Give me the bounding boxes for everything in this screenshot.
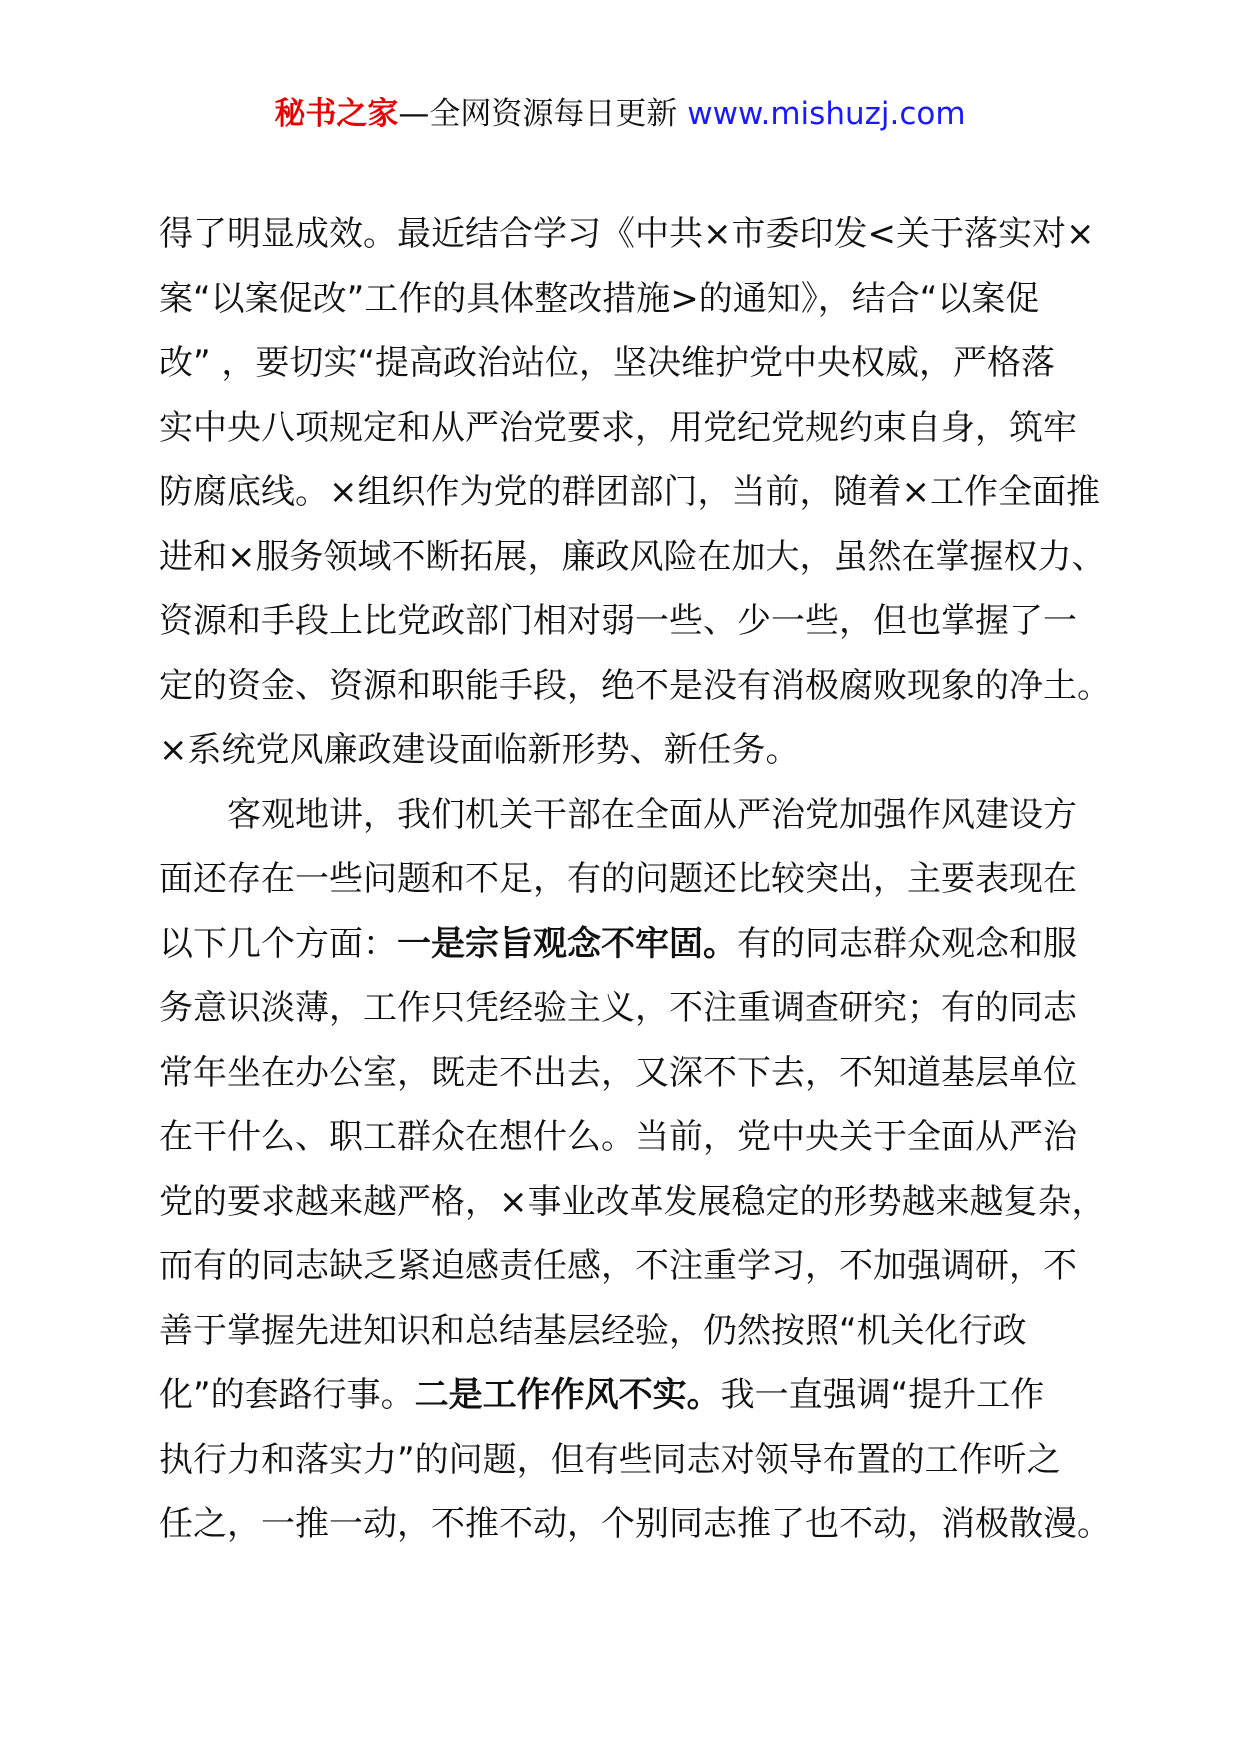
text-run: 得了明显成效。最近结合学习《中共×市委印发<关于落实对× <box>159 214 1095 254</box>
text-run: ×系统党风廉政建设面临新形势、新任务。 <box>159 730 800 770</box>
text-run: 执行力和落实力”的问题，但有些同志对领导布置的工作听之 <box>159 1439 1061 1480</box>
text-line <box>159 1299 1119 1364</box>
text-line <box>159 525 1119 590</box>
site-header <box>0 96 1240 133</box>
paragraph-first-line <box>159 783 1119 848</box>
text-line <box>159 718 1119 783</box>
text-line <box>159 1105 1119 1170</box>
text-run: 化”的套路行事。 <box>159 1375 415 1415</box>
text-line <box>159 589 1119 654</box>
text-line <box>159 847 1119 912</box>
text-run: 务意识淡薄，工作只凭经验主义，不注重调查研究；有的同志 <box>159 988 1077 1028</box>
text-run: 进和×服务领域不断拓展，廉政风险在加大，虽然在掌握权力、 <box>159 536 1106 577</box>
text-line <box>159 460 1119 525</box>
text-line <box>159 912 1119 977</box>
text-run: 定的资金、资源和职能手段，绝不是没有消极腐败现象的净土。 <box>159 665 1111 706</box>
text-line <box>159 1234 1119 1299</box>
text-run: 客观地讲，我们机关干部在全面从严治党加强作风建设方 <box>227 794 1077 835</box>
text-run: 善于掌握先进知识和总结基层经验，仍然按照“机关化行政 <box>159 1310 1027 1351</box>
text-line <box>159 654 1119 719</box>
text-line <box>159 1428 1119 1493</box>
bold-heading-run: 二是工作作风不实。 <box>414 1375 721 1415</box>
text-run: 在干什么、职工群众在想什么。当前，党中央关于全面从严治 <box>159 1117 1077 1157</box>
text-run: 案“以案促改”工作的具体整改措施>的通知》，结合“以案促 <box>159 278 1040 319</box>
text-line <box>159 396 1119 461</box>
text-run: 而有的同志缺乏紧迫感责任感，不注重学习，不加强调研，不 <box>159 1246 1077 1286</box>
text-line <box>159 267 1119 332</box>
text-run: 实中央八项规定和从严治党要求，用党纪党规约束自身，筑牢 <box>159 407 1077 448</box>
text-line <box>159 331 1119 396</box>
text-run: 有的同志群众观念和服 <box>737 923 1077 964</box>
site-url[interactable]: www.mishuzj.com <box>687 96 966 132</box>
text-run: 面还存在一些问题和不足，有的问题还比较突出，主要表现在 <box>159 859 1077 899</box>
text-run: 防腐底线。×组织作为党的群团部门，当前，随着×工作全面推 <box>159 472 1100 512</box>
site-brand: 秘书之家 <box>274 96 399 132</box>
text-line <box>159 202 1119 267</box>
text-run: 我一直强调“提升工作 <box>720 1375 1045 1415</box>
text-line <box>159 1041 1119 1106</box>
text-run: 党的要求越来越严格，×事业改革发展稳定的形势越来越复杂， <box>159 1181 1106 1222</box>
document-body <box>159 202 1119 1557</box>
text-line <box>159 1170 1119 1235</box>
text-run: 资源和手段上比党政部门相对弱一些、少一些，但也掌握了一 <box>159 601 1077 641</box>
text-run: 改” ，要切实“提高政治站位，坚决维护党中央权威，严格落 <box>159 343 1056 383</box>
site-tagline: —全网资源每日更新 <box>398 96 688 132</box>
bold-heading-run: 一是宗旨观念不牢固。 <box>397 923 737 964</box>
text-run: 常年坐在办公室，既走不出去，又深不下去，不知道基层单位 <box>159 1052 1077 1093</box>
text-run: 任之，一推一动，不推不动，个别同志推了也不动，消极散漫。 <box>159 1504 1111 1544</box>
text-line <box>159 1492 1119 1557</box>
text-line <box>159 1363 1119 1428</box>
text-line <box>159 976 1119 1041</box>
text-run: 以下几个方面： <box>159 923 397 964</box>
